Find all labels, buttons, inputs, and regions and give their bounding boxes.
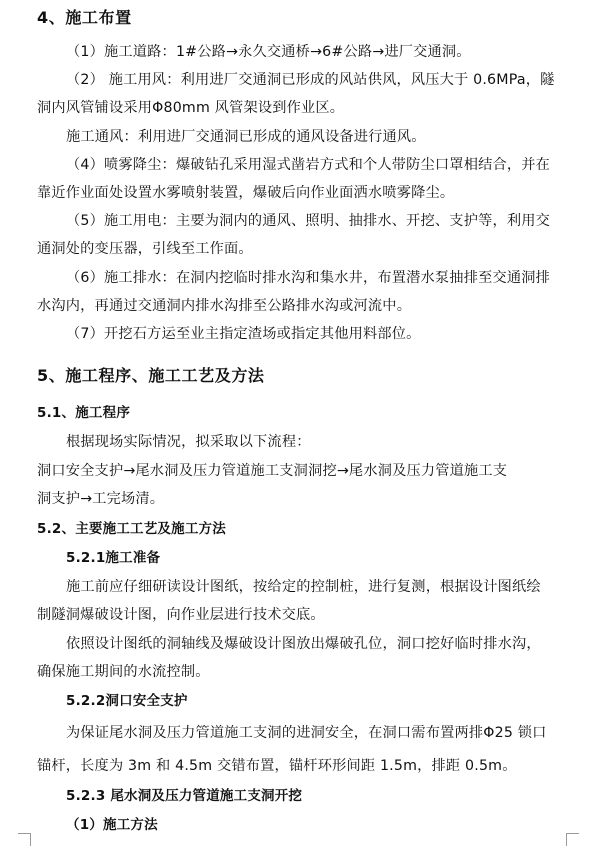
section-5-2-heading: 5.2、主要施工工艺及施工方法 <box>37 521 226 537</box>
section-5-2-1-line-1: 施工前应仔细研读设计图纸，按给定的控制桩，进行复测，根据设计图纸绘 <box>66 579 541 595</box>
section-5-1-heading: 5.1、施工程序 <box>37 405 131 421</box>
section-5-heading: 5、施工程序、施工工艺及方法 <box>37 366 265 385</box>
section-5-2-3-heading: 5.2.3 尾水洞及压力管道施工支洞开挖 <box>66 788 303 804</box>
section-4-item-2-line-1: （2） 施工用风：利用进厂交通洞已形成的风站供风，风压大于 0.6MPa，隧 <box>66 72 555 88</box>
section-5-2-2-line-1: 为保证尾水洞及压力管道施工支洞的进洞安全，在洞口需布置两排Φ25 锁口 <box>66 725 547 741</box>
page-corner-mark-left <box>18 833 31 846</box>
section-4-item-7: （7）开挖石方运至业主指定渣场或指定其他用料部位。 <box>66 326 421 342</box>
section-5-1-line-3: 洞支护→工完场清。 <box>37 491 165 507</box>
section-5-2-1-line-3: 依照设计图纸的洞轴线及爆破设计图放出爆破孔位，洞口挖好临时排水沟， <box>66 636 541 652</box>
section-4-item-3: 施工通风：利用进厂交通洞已形成的通风设备进行通风。 <box>66 129 426 145</box>
section-4-item-2-line-2: 洞内风管铺设采用Φ80mm 风管架设到作业区。 <box>37 100 345 116</box>
section-5-1-line-2: 洞口安全支护→尾水洞及压力管道施工支洞洞挖→尾水洞及压力管道施工支 <box>37 463 508 479</box>
section-4-item-6-line-1: （6）施工排水：在洞内挖临时排水沟和集水井，布置潜水泵抽排至交通洞排 <box>66 270 551 286</box>
section-5-2-2-heading: 5.2.2洞口安全支护 <box>66 693 188 709</box>
section-5-2-1-line-4: 确保施工期间的水流控制。 <box>37 664 210 680</box>
section-5-1-line-1: 根据现场实际情况，拟采取以下流程： <box>66 434 311 450</box>
section-4-item-1: （1）施工道路：1#公路→永久交通桥→6#公路→进厂交通洞。 <box>66 44 471 60</box>
section-5-2-1-line-2: 制隧洞爆破设计图，向作业层进行技术交底。 <box>37 607 325 623</box>
section-5-2-3-subheading: （1）施工方法 <box>66 817 158 833</box>
section-4-item-5-line-1: （5）施工用电：主要为洞内的通风、照明、抽排水、开挖、支护等，利用交 <box>66 213 551 229</box>
section-5-2-1-heading: 5.2.1施工准备 <box>66 550 161 566</box>
section-4-item-6-line-2: 水沟内，再通过交通洞内排水沟排至公路排水沟或河流中。 <box>37 298 412 314</box>
section-4-heading: 4、施工布置 <box>37 8 132 27</box>
section-4-item-4-line-1: （4）喷雾降尘：爆破钻孔采用湿式凿岩方式和个人带防尘口罩相结合，并在 <box>66 157 551 173</box>
section-4-item-4-line-2: 靠近作业面处设置水雾喷射装置，爆破后向作业面洒水喷雾降尘。 <box>37 185 455 201</box>
section-4-item-5-line-2: 通洞处的变压器，引线至工作面。 <box>37 241 253 257</box>
page-corner-mark-right <box>566 833 579 846</box>
section-5-2-2-line-2: 锚杆，长度为 3m 和 4.5m 交错布置，锚杆环形间距 1.5m，排距 0.5m。 <box>37 758 517 774</box>
